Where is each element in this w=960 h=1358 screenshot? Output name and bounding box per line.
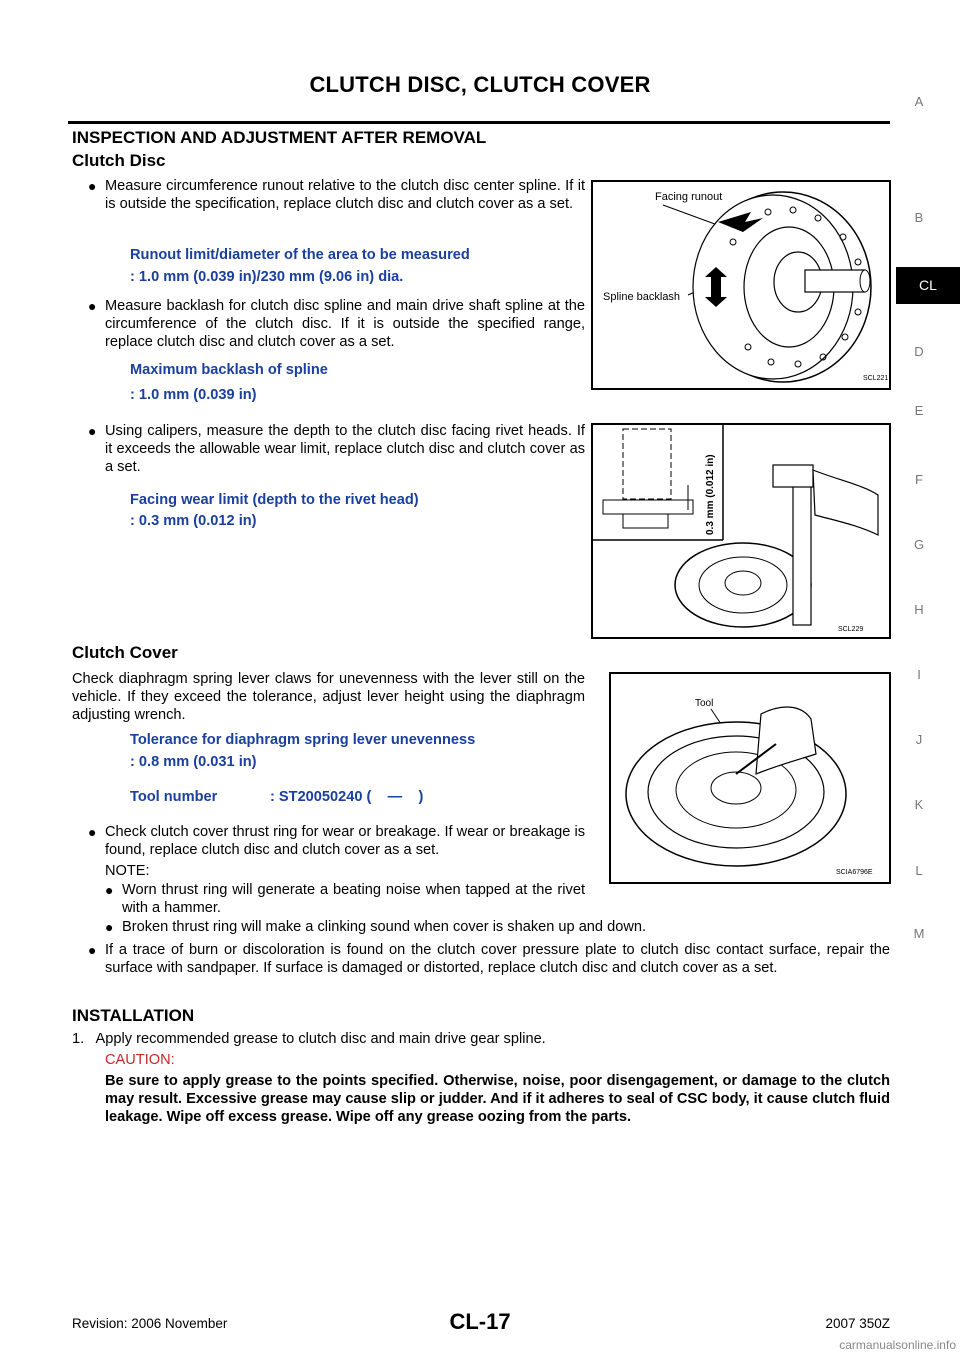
figure-label-tool: Tool xyxy=(695,698,714,709)
subheading-clutch-cover: Clutch Cover xyxy=(72,643,178,662)
cover-bullet-1: Check clutch cover thrust ring for wear or breakage. If wear or breakage is found, replace clutch disc and clutch cover as a set. xyxy=(105,824,585,858)
note-label: NOTE: xyxy=(105,863,150,879)
caution-label: CAUTION: xyxy=(105,1052,175,1068)
title-rule xyxy=(68,121,890,124)
side-tab-e[interactable]: E xyxy=(914,403,924,418)
side-tab-g[interactable]: G xyxy=(913,537,925,552)
bullet-icon: ● xyxy=(88,178,97,194)
cover-paragraph: Check diaphragm spring lever claws for unevenness with the lever still on the vehicle. If they exceed the tolerance, adjust lever height using the diaphragm adjusting wrench. xyxy=(72,671,585,723)
disc-bullet-2: Measure backlash for clutch disc spline and main drive shaft spline at the circumference of the clutch disc. If it is outside the specified range, replace clutch disc and clutch cover as a set. xyxy=(105,298,585,350)
watermark: carmanualsonline.info xyxy=(839,1338,956,1352)
installation-step-1: 1. Apply recommended grease to clutch disc and main drive gear spline. xyxy=(72,1031,546,1047)
subheading-clutch-disc: Clutch Disc xyxy=(72,151,166,170)
side-tab-f[interactable]: F xyxy=(915,472,923,487)
bullet-icon: ● xyxy=(88,298,97,314)
page-title: CLUTCH DISC, CLUTCH COVER xyxy=(309,72,651,97)
caution-text: Be sure to apply grease to the points specified. Otherwise, noise, poor disengagement, or damage to the clutch may result. Excessive grease may cause slip or judder. And if it adheres to seal of CSC body, it cause clutch fluid leakage. Wipe off excess grease. Wipe off any grease oozing from the parts. xyxy=(105,1073,890,1125)
spec-wear-value: : 0.3 mm (0.012 in) xyxy=(130,513,257,529)
side-tab-l[interactable]: L xyxy=(915,863,923,878)
figure-calipers xyxy=(591,423,891,639)
figure-runout-illustration xyxy=(593,182,889,388)
figure-code-scl221: SCL221 xyxy=(863,375,889,382)
side-tab-i[interactable]: I xyxy=(917,667,921,682)
spec-tolerance-value: : 0.8 mm (0.031 in) xyxy=(130,754,257,770)
side-tab-m[interactable]: M xyxy=(913,926,925,941)
figure-runout-backlash xyxy=(591,180,891,390)
side-tab-b[interactable]: B xyxy=(914,210,924,225)
spec-wear-label: Facing wear limit (depth to the rivet head) xyxy=(130,492,419,508)
spec-tolerance-label: Tolerance for diaphragm spring lever unevenness xyxy=(130,732,476,748)
bullet-icon: ● xyxy=(105,882,114,898)
spec-runout-value: : 1.0 mm (0.039 in)/230 mm (9.06 in) dia. xyxy=(130,269,404,285)
section-heading-installation: INSTALLATION xyxy=(72,1006,195,1025)
note-item-2: Broken thrust ring will make a clinking sound when cover is shaken up and down. xyxy=(122,919,647,935)
side-tab-a[interactable]: A xyxy=(914,94,924,109)
bullet-icon: ● xyxy=(88,942,97,958)
side-tab-k[interactable]: K xyxy=(914,797,924,812)
figure-label-depth: 0.3 mm (0.012 in) xyxy=(705,454,716,535)
footer-revision: Revision: 2006 November xyxy=(72,1316,228,1331)
bullet-icon: ● xyxy=(105,919,114,935)
spec-backlash-value: : 1.0 mm (0.039 in) xyxy=(130,387,257,403)
spec-backlash-label: Maximum backlash of spline xyxy=(130,362,328,378)
figure-cover-illustration xyxy=(611,674,889,882)
tool-number-label: Tool number xyxy=(130,789,218,805)
figure-label-facing-runout: Facing runout xyxy=(655,191,723,203)
figure-code-scia6796e: SCIA6796E xyxy=(836,869,873,876)
disc-bullet-1: Measure circumference runout relative to the clutch disc center spline. If it is outside the specification, replace clutch disc and clutch cover as a set. xyxy=(105,178,585,212)
disc-bullet-3: Using calipers, measure the depth to the clutch disc facing rivet heads. If it exceeds the allowable wear limit, replace clutch disc and clutch cover as a set. xyxy=(105,423,585,475)
footer-model: 2007 350Z xyxy=(825,1316,890,1331)
bullet-icon: ● xyxy=(88,423,97,439)
side-tab-h[interactable]: H xyxy=(914,602,924,617)
figure-code-scl229: SCL229 xyxy=(838,626,864,633)
cover-bullet-2: If a trace of burn or discoloration is found on the clutch cover pressure plate to clutch disc contact surface, repair the surface with sandpaper. If surface is damaged or distorted, replace clutch disc and clutch cover as a set. xyxy=(105,942,890,976)
section-heading-inspection: INSPECTION AND ADJUSTMENT AFTER REMOVAL xyxy=(72,128,487,147)
spec-runout-label: Runout limit/diameter of the area to be measured xyxy=(130,247,470,263)
figure-clutch-cover-tool xyxy=(609,672,891,884)
figure-label-spline-backlash: Spline backlash xyxy=(603,291,681,303)
footer-page-number: CL-17 xyxy=(449,1309,511,1334)
side-tab-d[interactable]: D xyxy=(914,344,924,359)
tool-number-value: : ST20050240 ( — ) xyxy=(270,789,424,805)
note-item-1: Worn thrust ring will generate a beating noise when tapped at the rivet with a hammer. xyxy=(122,882,585,916)
side-tab-j[interactable]: J xyxy=(915,732,923,747)
side-tab-cl[interactable]: CL xyxy=(896,267,960,304)
bullet-icon: ● xyxy=(88,824,97,840)
figure-calipers-illustration xyxy=(593,425,889,637)
